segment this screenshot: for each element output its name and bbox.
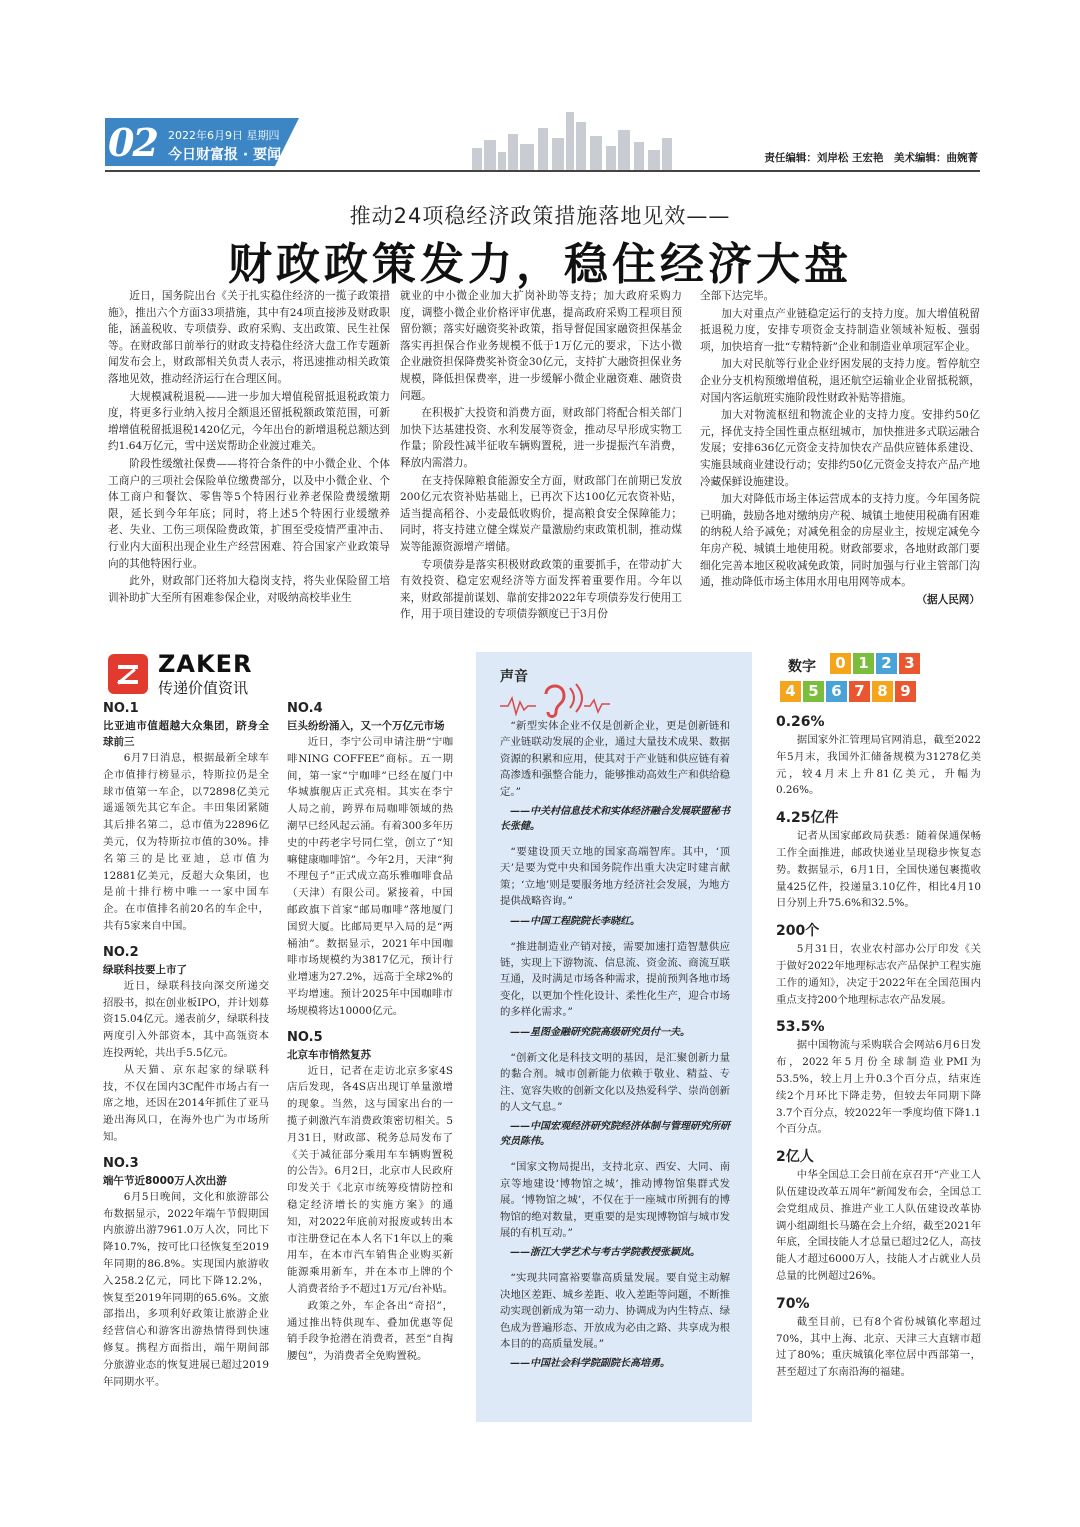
- digit-tile: 8: [872, 681, 893, 702]
- digit-tile: 3: [899, 653, 920, 674]
- paragraph: 在支持保障粮食能源安全方面，财政部门在前期已发放200亿元农资补贴基础上，已再次下达100亿元农资补贴，适当提高稻谷、小麦最低收购价，提高粮食安全保障能力；同时，将支持建立健全煤炭产量激励约束政策机制，推动煤炭等能源资源增产增储。: [400, 474, 682, 553]
- digit-tile: 1: [853, 653, 874, 674]
- paragraph: 就业的中小微企业加大扩岗补助等支持；加大政府采购力度，调整小微企业价格评审优惠，提高政府采购工程项目预留份额；落实好融资奖补政策，指导督促国家融资担保基金落实再担保合作业务规模不低于1万亿元的要求，下达小微企业融资担保降费奖补资金30亿元，支持扩大融资担保业务规模，降低担保费率，进一步缓解小微企业融资难、融资贵问题。: [400, 290, 682, 402]
- voice-source: ——中国社会科学院副院长高培勇。: [510, 1358, 670, 1370]
- paragraph: 近日，国务院出台《关于扎实稳住经济的一揽子政策措施》，推出六个方面33项措施，其中有24项直接涉及财政职能，涵盖税收、专项债券、政府采购、支出政策、民生社保等。在财政部日前举行的财政支持稳住经济大盘工作专题新闻发布会上，财政部相关负责人表示，将迅速推动相关政策落地见效，推动经济运行在合理区间。: [108, 290, 390, 385]
- paper-section: 今日财富报 · 要闻: [168, 147, 282, 163]
- zaker-slogan: 传递价值资讯: [158, 679, 249, 697]
- skyline-illustration: [468, 108, 678, 170]
- digit-tiles-row-2: [780, 681, 916, 702]
- article-headline: 财政政策发力，稳住经济大盘: [228, 239, 852, 290]
- stat-body: 记者从国家邮政局获悉：随着保通保畅工作全面推进，邮政快递业呈现稳步恢复态势。数据显示，6月1日，全国快递包裹揽收量425亿件，投递量3.10亿件，相比4月10日分别上升75.6%和32.5%。: [776, 830, 981, 910]
- news-number: NO.2: [103, 944, 139, 960]
- paragraph: 阶段性缓缴社保费——将符合条件的中小微企业、个体工商户的三项社会保险单位缴费部分，以及中小微企业、个体工商户和餐饮、零售等5个特困行业养老保险费缓缴期限，延长到今年年底；同时，将上述5个特困行业缓缴养老、失业、工伤三项保险费政策，扩围至受疫情严重冲击、行业内大面积出现企业生产经营困难、符合国家产业政策导向的其他特困行业。: [108, 457, 390, 570]
- digit-tile: 6: [826, 681, 847, 702]
- stat-body: 截至目前，已有8个省份城镇化率超过70%，其中上海、北京、天津三大直辖市超过了80%；重庆城镇化率位居中西部第一，甚至超过了东南沿海的福建。: [776, 1315, 981, 1379]
- stat-figure: 70%: [776, 1295, 810, 1312]
- stat-figure: 2亿人: [776, 1149, 814, 1166]
- paragraph: 加大对物流枢纽和物流企业的支持力度。安排约50亿元，择优支持全国性重点枢纽城市，加快推进多式联运融合发展；安排636亿元资金支持加快农产品供应链体系建设、实施县域商业建设行动；安排约50亿元资金支持农产品产地冷藏保鲜设施建设。: [700, 409, 980, 488]
- stat-figure: 200个: [776, 923, 820, 940]
- voices-title: 声音: [500, 669, 528, 685]
- voice-item: [500, 718, 730, 832]
- news-body: 从天猫、京东起家的绿联科技，不仅在国内3C配件市场占有一席之地，还因在2014年抓住了亚马逊出海风口，在海外也广为市场所知。: [103, 1063, 269, 1143]
- paragraph: 此外，财政部门还将加大稳岗支持，将失业保险留工培训补助扩大至所有困难参保企业，对吸纳高校毕业生: [108, 575, 390, 604]
- voice-item: [500, 844, 730, 927]
- issue-date: 2022年6月9日 星期四: [168, 129, 280, 142]
- paragraph: 在积极扩大投资和消费方面，财政部门将配合相关部门加快下达基建投资、水利发展等资金，推动尽早形成实物工作量；阶段性减半征收车辆购置税，进一步提振汽车消费，释放内需潜力。: [400, 407, 682, 469]
- digit-tile: 5: [803, 681, 824, 702]
- voice-source: ——浙江大学艺术与考古学院教授张颖岚。: [510, 1247, 700, 1259]
- paragraph: 全部下达完毕。: [700, 290, 775, 302]
- page-number: 02: [108, 120, 157, 165]
- news-title: 比亚迪市值超越大众集团，跻身全球前三: [103, 720, 269, 748]
- digit-tiles-row-1: [830, 653, 920, 674]
- news-title: 巨头纷纷涌入，又一个万亿元市场: [287, 720, 445, 732]
- voice-quote: “国家文物局提出，支持北京、西安、大同、南京等地建设‘博物馆之城’，推动博物馆集群式发展。‘博物馆之城’，不仅在于一座城市所拥有的博物馆的绝对数量，更重要的是实现博物馆与城市发展的有机互动。”: [500, 1161, 730, 1239]
- paragraph: 专项债券是落实积极财政政策的重要抓手，在带动扩大有效投资、稳定宏观经济等方面发挥着重要作用。今年以来，财政部提前谋划、靠前安排2022年专项债券发行使用工作，用于项目建设的专项债券额度已于3月份: [400, 558, 682, 621]
- paragraph: 加大对降低市场主体运营成本的支持力度。今年国务院已明确，鼓励各地对缴纳房产税、城镇土地使用税确有困难的纳税人给予减免；对减免租金的房屋业主，按规定减免今年房产税、城镇土地使用税。财政部要求，各地财政部门要细化完善本地区税收减免政策，同时加强与行业主管部门沟通，推动降低市场主体用水用电用网等成本。: [700, 493, 980, 589]
- zaker-news-column-left: [103, 700, 269, 1390]
- news-body: 近日，绿联科技向深交所递交招股书，拟在创业板IPO，并计划募资15.04亿元。递表前夕，绿联科技两度引入外部资本，其中高瓴资本连投两轮，共出手5.5亿元。: [103, 979, 269, 1059]
- news-title: 绿联科技要上市了: [103, 963, 187, 976]
- stat-body: 据国家外汇管理局官网消息，截至2022年5月末，我国外汇储备规模为31278亿美元，较4月末上升81亿美元，升幅为0.26%。: [776, 734, 981, 797]
- paragraph: 大规模减税退税——进一步加大增值税留抵退税政策力度，将更多行业纳入按月全额退还留抵税额政策范围，可新增增值税留抵退税1420亿元，今年出台的新增退税总额达到约1.64万亿元，雪中送炭帮助企业渡过难关。: [108, 390, 390, 453]
- voice-quote: “创新文化是科技文明的基因，是汇聚创新力量的黏合剂。城市创新能力依赖于敬业、精益、专注、宽容失败的创新文化以及热爱科学、崇尚创新的人文气息。”: [500, 1051, 730, 1113]
- article-source-credit: （据人民网）: [916, 593, 980, 606]
- voice-quote: “推进制造业产销对接，需要加速打造智慧供应链，实现上下游物流、信息流、资金流、商流互联互通，及时满足市场各种需求，提前预判各地市场变化，以更加个性化设计、柔性化生产，迎合市场的多样化需求。”: [500, 940, 730, 1019]
- voice-source: ——中国工程院院长李晓红。: [510, 915, 640, 927]
- news-body: 6月5日晚间，文化和旅游部公布数据显示，2022年端午节假期国内旅游出游7961.0万人次，同比下降10.7%，按可比口径恢复至2019年同期的86.8%。实现国内旅游收入258.2亿元，同比下降12.2%，恢复至2019年同期的65.6%。文旅部指出，多项利好政策让旅游企业经营信心和游客出游热情得到快速修复。携程方面指出，端午期间部分旅游业态的恢复进展已超过2019年同期水平。: [103, 1190, 269, 1388]
- news-body: 6月7日消息，根据最新全球车企市值排行榜显示，特斯拉仍是全球市值第一车企，以72898亿美元遥遥领先其它车企。丰田集团紧随其后排名第二，总市值为22896亿美元，仅为特斯拉市值的30%。排名第三的是比亚迪，总市值为12881亿美元，反超大众集团，也是前十排行榜中唯一一家中国车企。在市值排名前20名的车企中，共有5家来自中国。: [103, 752, 269, 932]
- voice-item: [500, 1159, 730, 1258]
- ear-soundwave-icon: [500, 676, 610, 724]
- voice-source: ——中国宏观经济研究院经济体制与管理研究所研究员陈伟。: [500, 1121, 730, 1148]
- stat-body: 中华全国总工会日前在京召开“产业工人队伍建设改革五周年”新闻发布会，全国总工会党组成员、推进产业工人队伍建设改革协调小组副组长马璐在会上介绍，截至2021年年底，全国技能人才总量已超过2亿人，高技能人才超过6000万人，技能人才占就业人员总量的比例超过26%。: [776, 1169, 981, 1282]
- stat-body: 据中国物流与采购联合会网站6月6日发布，2022年5月份全球制造业PMI为53.5%，较上月上升0.3个百分点，结束连续2个月环比下降走势，但较去年同期下降3.7个百分点，较2022年一季度均值下降1.1个百分点。: [776, 1039, 981, 1136]
- stat-body: 5月31日，农业农村部办公厅印发《关于做好2022年地理标志农产品保护工程实施工作的通知》，决定于2022年在全国范围内重点支持200个地理标志农产品发展。: [776, 943, 981, 1006]
- news-body: 近日，李宁公司申请注册“宁咖啡NING COFFEE”商标。五一期间，第一家“宁咖啡”已经在厦门中华城旗舰店正式亮相。其实在李宁人局之前，跨界布局咖啡领域的热潮早已经风起云涌。有着300多年历史的中药老字号同仁堂，创立了“知嘛健康咖啡馆”。今年2月，天津“狗不理包子”正式成立高乐雅咖啡食品（天津）有限公司。紧接着，中国邮政旗下首家“邮局咖啡”落地厦门国贸大厦。比邮局更早入局的是“两桶油”。数据显示，2021年中国咖啡市场规模约为3817亿元，预计行业增速为27.2%，远高于全球2%的平均增速。预计2025年中国咖啡市场规模将达10000亿元。: [287, 736, 453, 1017]
- voice-quote: “新型实体企业不仅是创新企业，更是创新链和产业链联动发展的企业，通过大量技术成果、数据资源的积累和应用，使其对于产业链和供应链有着高渗透和强整合能力，能够推动高效生产和供给稳定。”: [500, 720, 730, 798]
- news-number: NO.5: [287, 1029, 323, 1045]
- news-number: NO.3: [103, 1155, 139, 1171]
- digit-tile: 0: [830, 653, 851, 674]
- voice-quote: “要建设顶天立地的国家高端智库。其中，‘顶天’是要为党中央和国务院作出重大决定时建言献策；‘立地’则是要服务地方经济社会发展，为地方提供战略咨询。”: [500, 846, 730, 908]
- news-number: NO.4: [287, 701, 323, 716]
- zaker-news-column-right: [287, 700, 453, 1365]
- digit-tile: 4: [780, 681, 801, 702]
- news-title: 北京车市悄然复苏: [287, 1048, 371, 1061]
- voices-list: [500, 718, 730, 1369]
- digit-tile: 2: [876, 653, 897, 674]
- stat-figure: 53.5%: [776, 1019, 825, 1036]
- voice-source: ——星图金融研究院高级研究员付一夫。: [510, 1026, 690, 1038]
- voice-source: ——中关村信息技术和实体经济融合发展联盟秘书长张健。: [500, 806, 730, 833]
- voice-item: [500, 1050, 730, 1148]
- article-column-3: [700, 288, 980, 608]
- paragraph: 加大对民航等行业企业纾困发展的支持力度。暂停航空企业分支机构预缴增值税，退还航空运输业企业留抵税额，对国内客运航班实施阶段性财政补贴等措施。: [700, 358, 980, 404]
- stat-figure: 0.26%: [776, 714, 825, 730]
- editor-credits: 责任编辑：刘岸松 王宏艳 美术编辑：曲婉菁: [764, 152, 978, 164]
- digit-tile: 7: [849, 681, 870, 702]
- paragraph: 加大对重点产业链稳定运行的支持力度。加大增值税留抵退税力度，安排专项资金支持制造业领域补短板、强弱项，加快培育一批“专精特新”企业和制造业单项冠军企业。: [700, 307, 980, 353]
- digit-tile: 9: [895, 681, 916, 702]
- header-divider: [105, 170, 980, 172]
- stat-figure: 4.25亿件: [776, 810, 839, 827]
- news-title: 端午节近8000万人次出游: [103, 1174, 227, 1187]
- voice-quote: “实现共同富裕要靠高质量发展。要自觉主动解决地区差距、城乡差距、收入差距等问题，不断推动实现创新成为第一动力、协调成为内生特点、绿色成为普遍形态、开放成为必由之路、共享成为根本目的的高质量发展。”: [500, 1272, 730, 1350]
- zaker-brand-name: ZAKER: [158, 650, 253, 678]
- numbers-list: [776, 712, 981, 1381]
- voice-item: [500, 1270, 730, 1369]
- news-number: NO.1: [103, 701, 139, 716]
- article-column-2: [400, 288, 682, 624]
- article-kicker: 推动24项稳经济政策措施落地见效——: [349, 204, 731, 228]
- article-column-1: [108, 288, 390, 607]
- voice-item: [500, 939, 730, 1038]
- numbers-title: 数字: [788, 659, 816, 675]
- news-body: 近日，记者在走访北京多家4S店后发现，各4S店出现订单量激增的现象。当然，这与国家出台的一揽子刺激汽车消费政策密切相关。5月31日，财政部、税务总局发布了《关于减征部分乘用车车辆购置税的公告》。6月2日，北京市人民政府印发关于《北京市统筹疫情防控和稳定经济增长的实施方案》的通知，对2022年底前对报废或转出本市注册登记在本人名下1年以上的乘用车，在本市汽车销售企业购买新能源乘用新车，并在本市上牌的个人消费者给予不超过1万元/台补贴。: [287, 1064, 453, 1295]
- news-body: 政策之外，车企各出“奇招”，通过推出特供现车、叠加优惠等促销手段争抢潜在消费者，甚至“自掏腰包”，为消费者全免购置税。: [287, 1299, 453, 1363]
